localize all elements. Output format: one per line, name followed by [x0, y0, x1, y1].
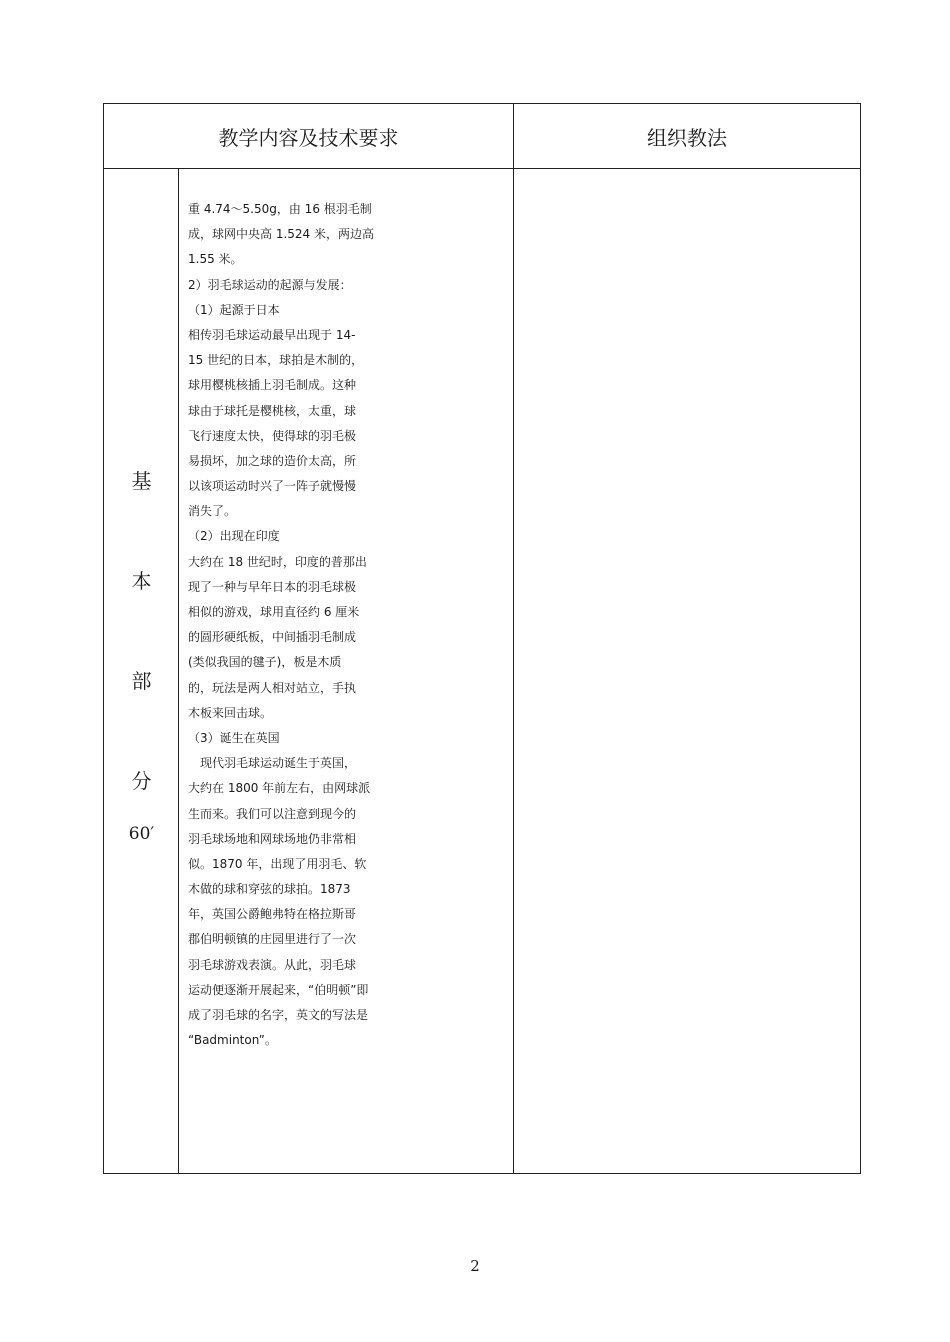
method-column-header — [514, 104, 860, 169]
content-cell — [179, 169, 514, 1173]
content-line: （3）诞生在英国 — [188, 730, 280, 745]
content-line: 现代羽毛球运动诞生于英国， — [188, 756, 357, 771]
content-line: 年，英国公爵鲍弗特在格拉斯哥 — [188, 907, 357, 922]
content-line: 相似的游戏，球用直径约 6 厘米 — [188, 605, 360, 619]
content-line: 以该项运动时兴了一阵子就慢慢 — [188, 479, 357, 494]
content-line: 木板来回击球。 — [188, 705, 273, 720]
content-line: (类似我国的毽子)，板是木质 — [188, 655, 342, 670]
content-line: 生而来。我们可以注意到现今的 — [188, 806, 357, 821]
method-column-title: 组织教法 — [647, 125, 727, 150]
content-line: 2）羽毛球运动的起源与发展： — [188, 277, 352, 292]
content-line: 球用樱桃核插上羽毛制成。这种 — [188, 378, 357, 393]
content-line: 羽毛球场地和网球场地仍非常相 — [188, 831, 357, 846]
method-cell — [514, 169, 860, 1173]
content-line: 大约在 1800 年前左右，由网球派 — [188, 781, 371, 796]
content-line: 大约在 18 世纪时，印度的普那出 — [188, 554, 367, 569]
content-line: 球由于球托是樱桃核，太重，球 — [188, 403, 357, 418]
section-duration: 60′ — [128, 824, 155, 844]
content-line: 的，玩法是两人相对站立，手执 — [188, 680, 357, 695]
content-column-header — [104, 104, 514, 169]
content-line: 羽毛球游戏表演。从此，羽毛球 — [188, 957, 357, 972]
section-label-char: 本 — [131, 569, 152, 593]
content-line: 飞行速度太快，使得球的羽毛极 — [188, 428, 357, 443]
content-line: 15 世纪的日本，球拍是木制的， — [188, 353, 364, 368]
content-line: 郡伯明顿镇的庄园里进行了一次 — [188, 932, 357, 947]
content-line: 似。1870 年，出现了用羽毛、软 — [188, 856, 367, 871]
content-line: 相传羽毛球运动最早出现于 14- — [188, 327, 356, 342]
page-number: 2 — [470, 1257, 480, 1275]
content-column-title: 教学内容及技术要求 — [218, 125, 399, 150]
lesson-plan-table — [103, 103, 861, 1174]
section-label-char: 部 — [131, 669, 152, 693]
content-line: 现了一种与早年日本的羽毛球极 — [188, 579, 357, 594]
content-line: 消失了。 — [188, 504, 237, 519]
content-line: 成，球网中央高 1.524 米，两边高 — [188, 227, 374, 242]
section-label-cell — [104, 169, 179, 1173]
content-line: 1.55 米。 — [188, 252, 243, 267]
content-line: 运动便逐渐开展起来，“伯明顿”即 — [188, 982, 369, 997]
content-line: 的圆形硬纸板，中间插羽毛制成 — [188, 630, 357, 645]
content-line: 重 4.74～5.50g，由 16 根羽毛制 — [188, 202, 372, 216]
content-line: “Badminton”。 — [188, 1033, 277, 1048]
content-line: （2）出现在印度 — [188, 529, 280, 544]
section-label-char: 分 — [131, 769, 152, 793]
content-line: 易损坏，加之球的造价太高，所 — [188, 453, 357, 468]
content-line: （1）起源于日本 — [188, 302, 280, 317]
section-label-char: 基 — [131, 469, 152, 493]
content-line: 成了羽毛球的名字，英文的写法是 — [188, 1008, 369, 1022]
content-line: 木做的球和穿弦的球拍。1873 — [188, 882, 351, 897]
